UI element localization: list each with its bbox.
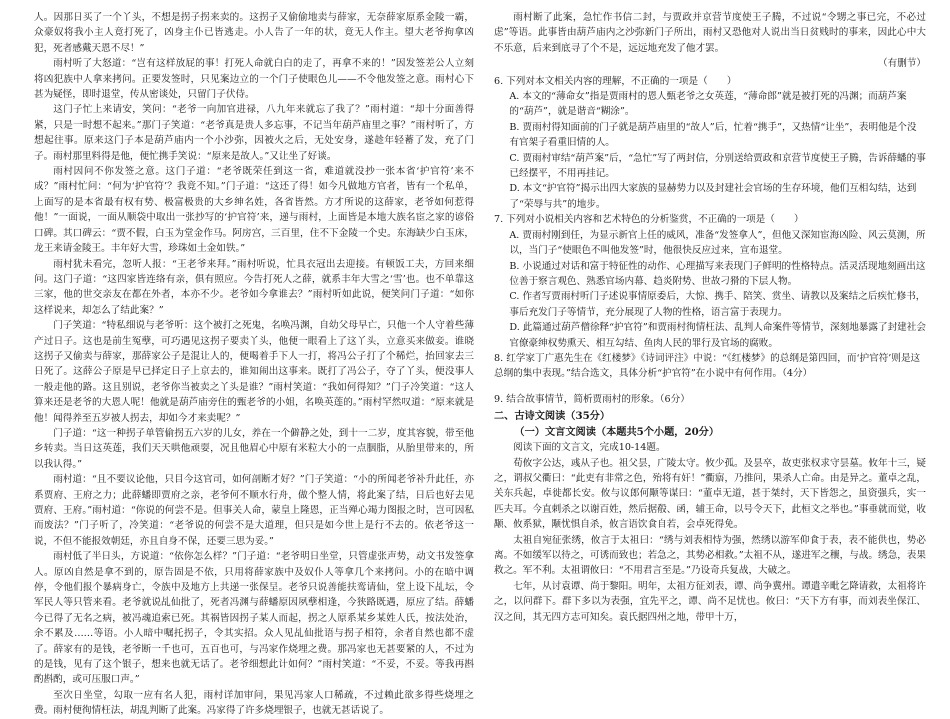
story-paragraph: 门子道：“这一种拐子单管偷拐五六岁的儿女，养在一个僻静之处，到十一二岁，度其容貌，带至他乡转卖。当日这英莲，我们天天哄他顽耍，况且他眉心中原有米粒大小的一点胭脂，从胎里带来的，所以我认得。” (34, 427, 474, 470)
answer-space (494, 382, 926, 392)
section-title: 二、古诗文阅读（35分） (494, 410, 611, 423)
story-paragraph: 雨村犹未看完，忽听人报：“王老爷来拜。”雨村听说，忙具衣冠出去迎接。有顿饭工夫，方回来细问。这门子道：“这四家皆连络有亲，俱有照应。今告打死人之薛，就系丰年大雪之‘雪’也。也不单靠这三家，他的世交亲友在都在外者，本亦不少。老爷如今拿谁去？”雨村听如此说，便笑问门子道：“如你这样说来，却怎么了结此案？” (34, 258, 474, 316)
classical-text-paragraph: 荀攸字公达，彧从子也。祖父昙，广陵太守。攸少孤。及昙卒，故吏张权求守昙墓。攸年十三，疑之，谓叔父衢曰：“此吏有非常之色，殆将有奸！”衢寤，乃推问，果杀人亡命。由是异之。董卓之乱，关东兵起，卓徙都长安。攸与议郎何颙等谋曰：“董卓无道，甚于桀纣，天下皆怨之，虽资强兵，实一匹夫耳。今直刺杀之以谢百姓，然后据殽、函，辅王命，以号令天下，此桓文之举也。”事垂就而觉，收颙、攸系狱，颙忧惧自杀，攸言语饮食自若，会卓死得免。 (494, 457, 926, 531)
story-paragraph: 雨村低了半日头，方说道：“依你怎么样？”门子道：“老爷明日坐堂，只管虚张声势，动文书发签拿人。原凶自然是拿不到的，原告固是不依，只用将薛家族中及奴仆人等拿几个来拷问。小的在暗中调停，令他们报个暴病身亡，令族中及地方上共递一张保呈。老爷只说善能扶鸾请仙，堂上设下乩坛，令军民人等只管来看。老爷就说乩仙批了，死者冯渊与薛蟠原因夙孽相逢，今狭路既遇，原应了结。薛蟠今已得了无名之病，被冯魂追索已死。其祸皆因拐子某人而起，拐之人原系某乡某姓人氏，按法处治，余不累及……等语。小人暗中嘱托拐子，令其实招。众人见乩仙批语与拐子相符，余者自然也都不虚了。薛家有的是钱，老爷断一千也可，五百也可，与冯家作烧埋之费。那冯家也无甚要紧的人，不过为的是钱，见有了这个银子，想来也就无话了。老爷细想此计如何？”雨村笑道：“不妥，不妥。等我再斟酌斟酌，或可压服口声。” (34, 551, 474, 686)
story-paragraph: 至次日坐堂，勾取一应有名人犯，雨村详加审问，果见冯家人口稀疏，不过赖此欲多得些烧埋之费。雨村便徇情枉法，胡乱判断了此案。冯家得了许多烧埋银子，也就无甚话说了。 (34, 689, 474, 717)
reading-instruction: 阅读下面的文言文，完成10-14题。 (513, 442, 666, 454)
story-ending: 雨村断了此案，急忙作书信二封，与贾政并京营节度使王子腾，不过说“令甥之事已完，不必过虑”等语。此事皆由葫芦庙内之沙弥新门子所出，雨村又恐他对人说出当日贫贱时的事来，因此心中大不乐意，后来到底寻了个不是，远远地充发了他才罢。 (494, 12, 926, 54)
source-note: （有删节） (878, 58, 926, 70)
question-6-stem: 6. 下列对本文相关内容的理解，不正确的一项是（ ） (494, 75, 737, 87)
story-paragraph: 门子笑道：“特私细说与老爷听：这个被打之死鬼，名唤冯渊，自幼父母早亡，只他一个人守着些薄产过日子。这也是前生冤孽，可巧遇见这拐子要卖丫头，他便一眼看上了这丫头，立意买来做妾。谁晓这拐子又偷卖与薛家，那薛家公子是混让人的，便喝着手下人一打，将冯公子打了个稀烂，抬回家去三日死了。这薛公子原是早已择定日子上京去的，谁知闹出这事来。既打了冯公子，夺了丫头，便没事人一般走他的路。这且别说，老爷你当被卖之丫头是谁？”雨村笑道：“我如何得知？”门子冷笑道：“这人算来还是老爷的大恩人呢！他就是葫芦庙旁住的甄老爷的小姐，名唤英莲的。”雨村罕然叹道：“原来就是他！闻得养至五岁被人拐去，却如今才来卖呢？” (34, 320, 474, 424)
story-paragraph: 雨村因问不你发签之意。这门子道：“老爷既荣任到这一省，难道就没抄一张本省‘护官符’来不成？”雨村忙问：“何为‘护官符’？我竟不知。”门子道：“这还了得！如今凡做地方官者，皆有一个私单，上面写的是本省最有权有势、极富极贵的大乡绅名姓，各省皆然。方才所说的这薛家，老爷如何惹得他！”一面说，一面从顺袋中取出一张抄写的‘护官符’来，递与雨村，上面皆是本地大族名宦之家的谚俗口碑。其口碑云：“贾不假，白玉为堂金作马。阿房宫，三百里，住不下金陵一个史。东海缺少白玉床，龙王来请金陵王。丰年好大雪，珍珠如土金如铁。” (34, 166, 474, 255)
classical-text-paragraph: 七年，从讨袁谭、尚于黎阳。明年，太祖方征刘表，谭、尚争冀州。谭遣辛毗乞降请救，太祖将许之，以问群下。群下多以为表强，宜先平之，谭、尚不足忧也。攸曰：“天下方有事，而刘表坐保江、汉之间，其无四方志可知矣。袁氏据四州之地，带甲十万， (494, 580, 926, 623)
question-9-stem: 9. 结合故事情节，简析贾雨村的形象。（6分） (494, 393, 690, 405)
left-column (34, 10, 474, 719)
question-6-option-b: B. 贾雨村得知面前的门子就是葫芦庙里的“故人”后，忙着“携手”，又热情“让坐”，表明他是个没有官架子看重旧情的人。 (509, 121, 917, 149)
question-7-option-a: A. 贾雨村刚到任，为显示新官上任的威风，准备“发签拿人”，但他又深知宦海凶险、风云莫测，所以，当门子“使眼色不叫他发签”时，他很快反应过来，宣布退堂。 (509, 229, 926, 257)
question-6-option-d: D. 本文“护官符”揭示出四大家族的显赫势力以及封建社会官场的生存环境，他们互相勾结，达到了“荣辱与共”的地步。 (509, 183, 917, 210)
story-paragraph: 雨村听了大怒道：“岂有这样放屁的事！打死人命就白白的走了，再拿不来的！”因发签差公人立刻将凶犯族中人拿来拷问。正要发签时，只见案边立的一个门子使眼色儿——不令他发签之意。雨村心下甚为疑怪，即时退堂，传从密谈处，只留门子伏侍。 (34, 58, 474, 101)
question-7-option-c: C. 作者写贾雨村听门子述说事情原委后，大惊、携手、陪笑、赏坐、请教以及案结之后疾忙修书，事后充发门子等情节，充分展现了人物的性格，语言富于表现力。 (509, 291, 926, 318)
question-8-stem: 8. 红学家丁广惠先生在《红楼梦》《诗词评注》中说：“《红楼梦》的总纲是第四回，而‘护官符’则是这总纲的集中表现。”结合选文，具体分析“护官符”在小说中有何作用。（4分） (494, 352, 921, 380)
subsection-title: （一）文言文阅读（本题共5个小题，20分） (514, 426, 720, 439)
story-paragraph: 雨村道：“且不要议论他，只目今这官司，如何剖断才好？”门子笑道：“小的所闻老爷补升此任，亦系贾府、王府之力；此薛蟠即贾府之亲，老爷何不顺水行舟，做个整人情，将此案了结，日后也好去见贾府、王府。”雨村道：“你说的何尝不是。但事关人命，蒙皇上隆恩，正当殚心竭力图报之时，岂可因私而废法？”门子听了，冷笑道：“老爷说的何尝不是大道理，但只是如今世上是行不去的。依老爷这一说，不但不能报效朝廷，亦且自身不保，还要三思为妥。” (34, 474, 474, 547)
question-6-option-c: C. 贾雨村审结“葫芦案”后，“急忙”写了两封信，分别送给贾政和京营节度使王子腾，告诉薛蟠的事已经摆平，不用再挂记。 (509, 152, 926, 180)
classical-text-paragraph: 太祖自宛征张绣，攸言于太祖曰：“绣与刘表相恃为强，然绣以游军仰食于表，表不能供也，势必离。不如缓军以待之，可诱而致也；若急之，其势必相救。”太祖不从，遂进军之穰，与战。绣急，表果救之。军不利。太祖谓攸曰：“不用君言至是。”乃设奇兵复战，大破之。 (494, 534, 926, 577)
question-7-option-b: B. 小说通过对话和富于特征性的动作、心理描写来表现门子鲜明的性格特点。活灵活现地刻画出这位善于察言观色、熟悉官场内幕、趋炎附势、世故刁猾的下层人物。 (509, 260, 926, 287)
story-paragraph: 人。因那日买了一个丫头，不想是拐子拐来卖的。这拐子又偷偷地卖与薛家，无奈薛家原系金陵一霸，众豪奴将我小主人竟打死了，凶身主仆已皆逃走。小人告了一年的状，竟无人作主。望大老爷拘拿凶犯，死者感戴天恩不尽！” (34, 12, 474, 54)
question-7-stem: 7. 下列对小说相关内容和艺术特色的分析鉴赏，不正确的一项是（ ） (494, 214, 804, 226)
question-7-option-d: D. 此篇通过葫芦僧徐释“护官符”和贾雨村徇情枉法、乱判人命案件等情节，深刻地暴露了封建社会官僚豪绅权势熏天、相互勾结、鱼肉人民的罪行及官场的腐败。 (509, 322, 926, 349)
question-6-option-a: A. 本文的“薄命女”指是贾雨村的恩人甄老爷之女英莲，“薄命郎”就是被打死的冯渊；而葫芦案的“葫芦”，就是谐音“糊涂”。 (509, 91, 907, 118)
story-paragraph: 这门子忙上来请安，笑问：“老爷一向加官进禄，八九年来就忘了我了？”雨村道：“却十分面善得紧，只是一时想不起来。”那门子笑道：“老爷真是贵人多忘事，不记当年葫芦庙里之事？”雨村听了，方想起往事。原来这门子本是葫芦庙内一个小沙弥，因被火之后，无处安身，遂趁年轻蓄了发，充了门子。雨村那里料得是他，便忙携手笑说：“原来是故人。”又让坐了好谈。 (34, 104, 474, 162)
right-column (494, 10, 926, 625)
